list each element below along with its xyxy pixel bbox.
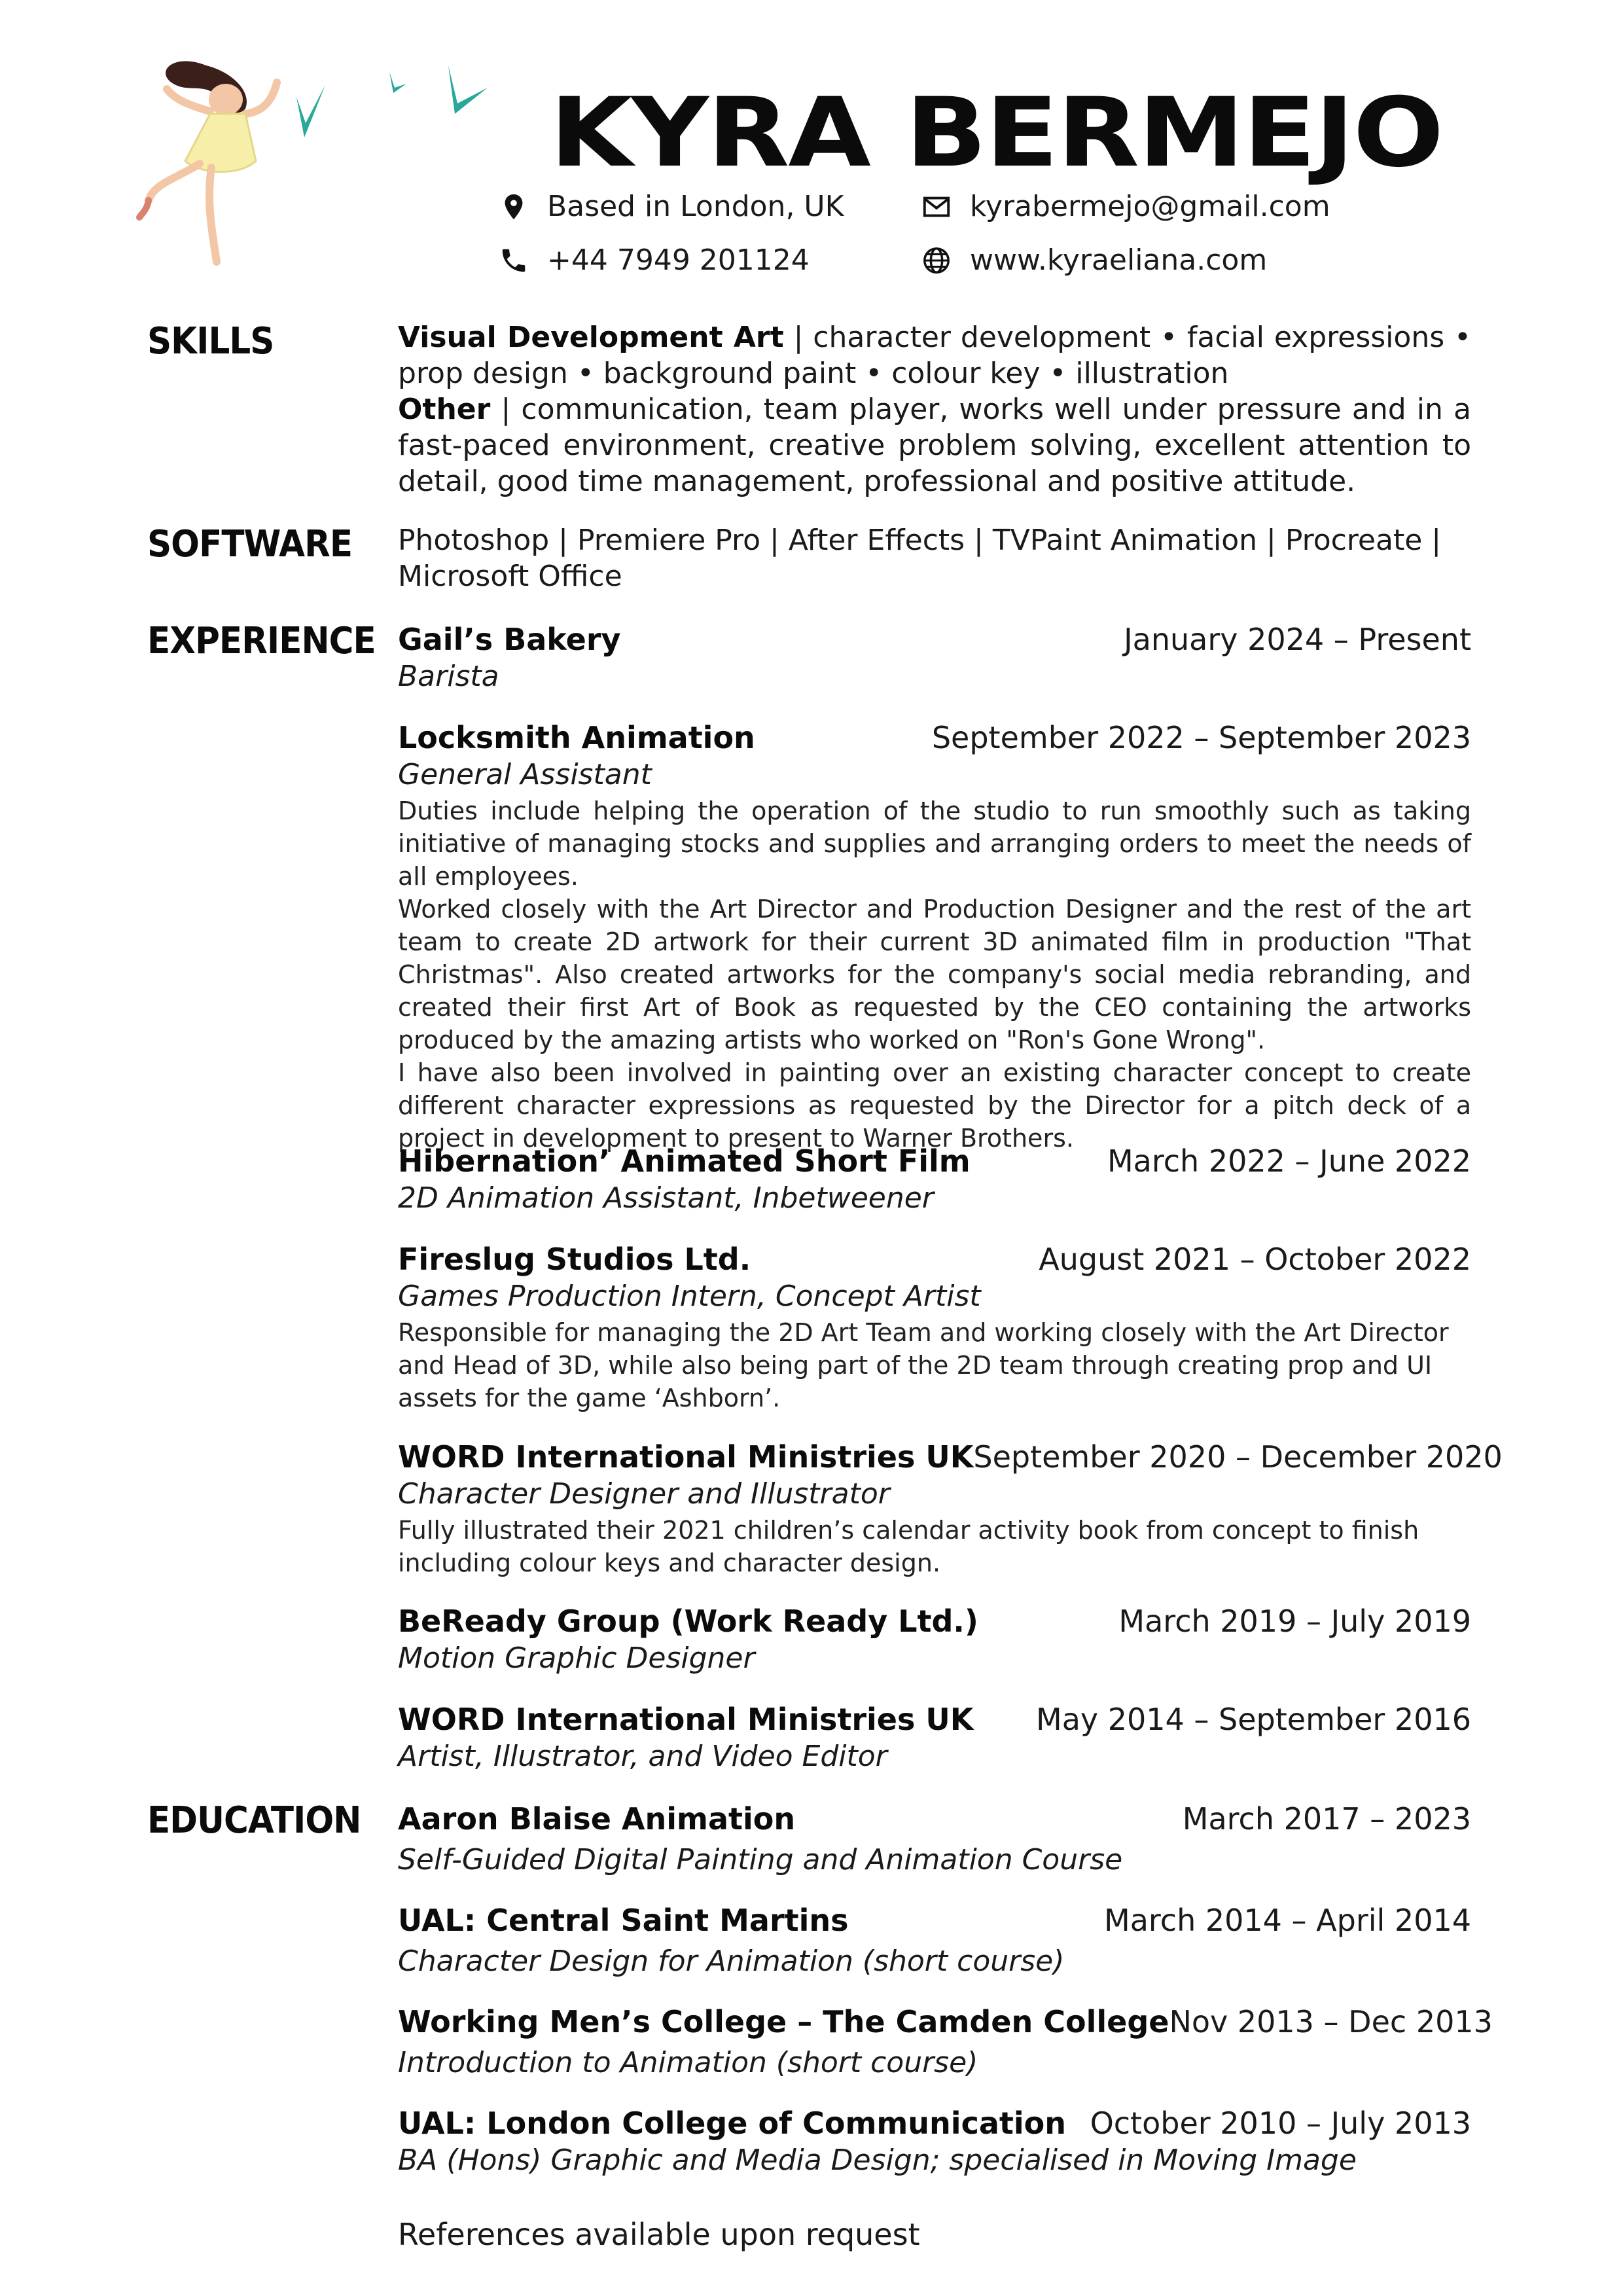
entry-date: May 2014 – September 2016 (1036, 1702, 1471, 1737)
entry-role: BA (Hons) Graphic and Media Design; specialised in Moving Image (398, 2144, 1357, 2177)
entry-paragraph: Worked closely with the Art Director and Production Designer and the rest of the art team to create 2D artwork for their current 3D animated film in production "That Christmas". Also created artworks for the company's social media rebranding, and created their first Art of Book as requested by the CEO containing the artworks produced by the amazing artists who worked on "Ron's Gone Wrong". (398, 895, 1471, 1054)
skills-heading: SKILLS (147, 320, 274, 363)
entry-date: August 2021 – October 2022 (1039, 1242, 1471, 1277)
contact-email (921, 188, 1330, 225)
mail-icon (921, 192, 952, 222)
experience-entry (398, 1700, 1471, 1775)
experience-entry (398, 719, 1471, 1155)
software-heading: SOFTWARE (147, 523, 353, 565)
skills-text (398, 319, 1471, 499)
education-entry (398, 2104, 1471, 2179)
location-pin-icon (499, 192, 529, 222)
entry-description (398, 795, 1471, 1155)
contact-phone (499, 242, 810, 279)
education-entry (398, 1901, 1471, 1980)
contact-location (499, 188, 844, 225)
experience-heading: EXPERIENCE (147, 620, 376, 662)
entry-org: WORD International Ministries UK (398, 1439, 974, 1475)
experience-entry (398, 1142, 1471, 1217)
education-entry (398, 1800, 1471, 1878)
education-heading: EDUCATION (147, 1799, 361, 1842)
bird-icon (448, 65, 488, 114)
software-text: Photoshop | Premiere Pro | After Effects | TVPaint Animation | Procreate | Microsoft Office (398, 524, 1442, 593)
entry-role: Motion Graphic Designer (398, 1641, 755, 1675)
entry-date: March 2019 – July 2019 (1118, 1604, 1471, 1639)
entry-date: September 2022 – September 2023 (931, 720, 1471, 755)
entry-description (398, 1316, 1471, 1414)
experience-entry (398, 1602, 1471, 1677)
entry-date: March 2017 – 2023 (1182, 1801, 1471, 1837)
entry-role: Character Designer and Illustrator (398, 1477, 890, 1511)
experience-entry (398, 1438, 1503, 1579)
entry-role: Barista (398, 660, 499, 693)
bird-icon (296, 85, 325, 137)
entry-org: Locksmith Animation (398, 720, 755, 755)
entry-paragraph: Responsible for managing the 2D Art Team and working closely with the Art Director and Head of 3D, while also being part of the 2D team through creating prop and UI assets for the game ‘Ashborn’. (398, 1318, 1449, 1412)
entry-org: BeReady Group (Work Ready Ltd.) (398, 1604, 978, 1639)
skills-visual-label: Visual Development Art (398, 321, 784, 354)
contact-website (921, 242, 1267, 279)
entry-date: January 2024 – Present (1124, 622, 1471, 657)
entry-date: March 2022 – June 2022 (1107, 1143, 1471, 1179)
entry-date: Nov 2013 – Dec 2013 (1169, 2004, 1493, 2039)
entry-role: Self-Guided Digital Painting and Animation Course (398, 1843, 1123, 1876)
entry-paragraph: Duties include helping the operation of the studio to run smoothly such as taking initiative of managing stocks and supplies and arranging orders to meet the needs of all employees. (398, 797, 1471, 891)
references-note: References available upon request (398, 2217, 920, 2252)
bird-icon (389, 72, 406, 93)
phone-icon (499, 245, 529, 276)
location-text: Based in London, UK (547, 190, 844, 223)
experience-entry (398, 620, 1471, 695)
website-link[interactable]: www.kyraeliana.com (970, 243, 1268, 277)
entry-org: Aaron Blaise Animation (398, 1801, 796, 1837)
phone-text[interactable]: +44 7949 201124 (547, 243, 810, 277)
dancing-girl-illustration (134, 46, 514, 301)
entry-org: UAL: London College of Communication (398, 2106, 1066, 2141)
entry-org: UAL: Central Saint Martins (398, 1903, 849, 1938)
entry-role: Character Design for Animation (short course) (398, 1945, 1065, 1978)
entry-role: Introduction to Animation (short course) (398, 2046, 978, 2079)
entry-paragraph: I have also been involved in painting over an existing character concept to create different character expressions as requested by the Director for a pitch deck of a project in development to present to Warner Brothers. (398, 1058, 1471, 1153)
entry-role: 2D Animation Assistant, Inbetweener (398, 1181, 934, 1215)
entry-date: October 2010 – July 2013 (1090, 2106, 1471, 2141)
applicant-name: KYRA BERMEJO (550, 77, 1443, 188)
globe-icon (921, 245, 952, 276)
entry-role: Artist, Illustrator, and Video Editor (398, 1740, 887, 1773)
entry-org: WORD International Ministries UK (398, 1702, 974, 1737)
entry-org: Hibernation’ Animated Short Film (398, 1143, 971, 1179)
email-link[interactable]: kyrabermejo@gmail.com (970, 190, 1330, 223)
entry-role: Games Production Intern, Concept Artist (398, 1280, 981, 1313)
skills-other-text: | communication, team player, works well under pressure and in a fast-paced environment, creative problem solving, excellent attention to detail, good time management, professional and positive attitude. (398, 393, 1471, 498)
entry-description (398, 1514, 1471, 1579)
skills-visual-text: | character development • facial expressions • prop design • background paint • colour key • illustration (398, 321, 1472, 390)
education-entry (398, 2003, 1493, 2081)
entry-org: Working Men’s College – The Camden College (398, 2004, 1169, 2039)
entry-role: General Assistant (398, 758, 652, 791)
skills-other-label: Other (398, 393, 491, 426)
entry-date: September 2020 – December 2020 (973, 1439, 1503, 1475)
entry-org: Fireslug Studios Ltd. (398, 1242, 751, 1277)
entry-paragraph: Fully illustrated their 2021 children’s calendar activity book from concept to finish including colour keys and character design. (398, 1516, 1419, 1577)
experience-entry (398, 1240, 1471, 1414)
entry-date: March 2014 – April 2014 (1104, 1903, 1471, 1938)
entry-org: Gail’s Bakery (398, 622, 621, 657)
